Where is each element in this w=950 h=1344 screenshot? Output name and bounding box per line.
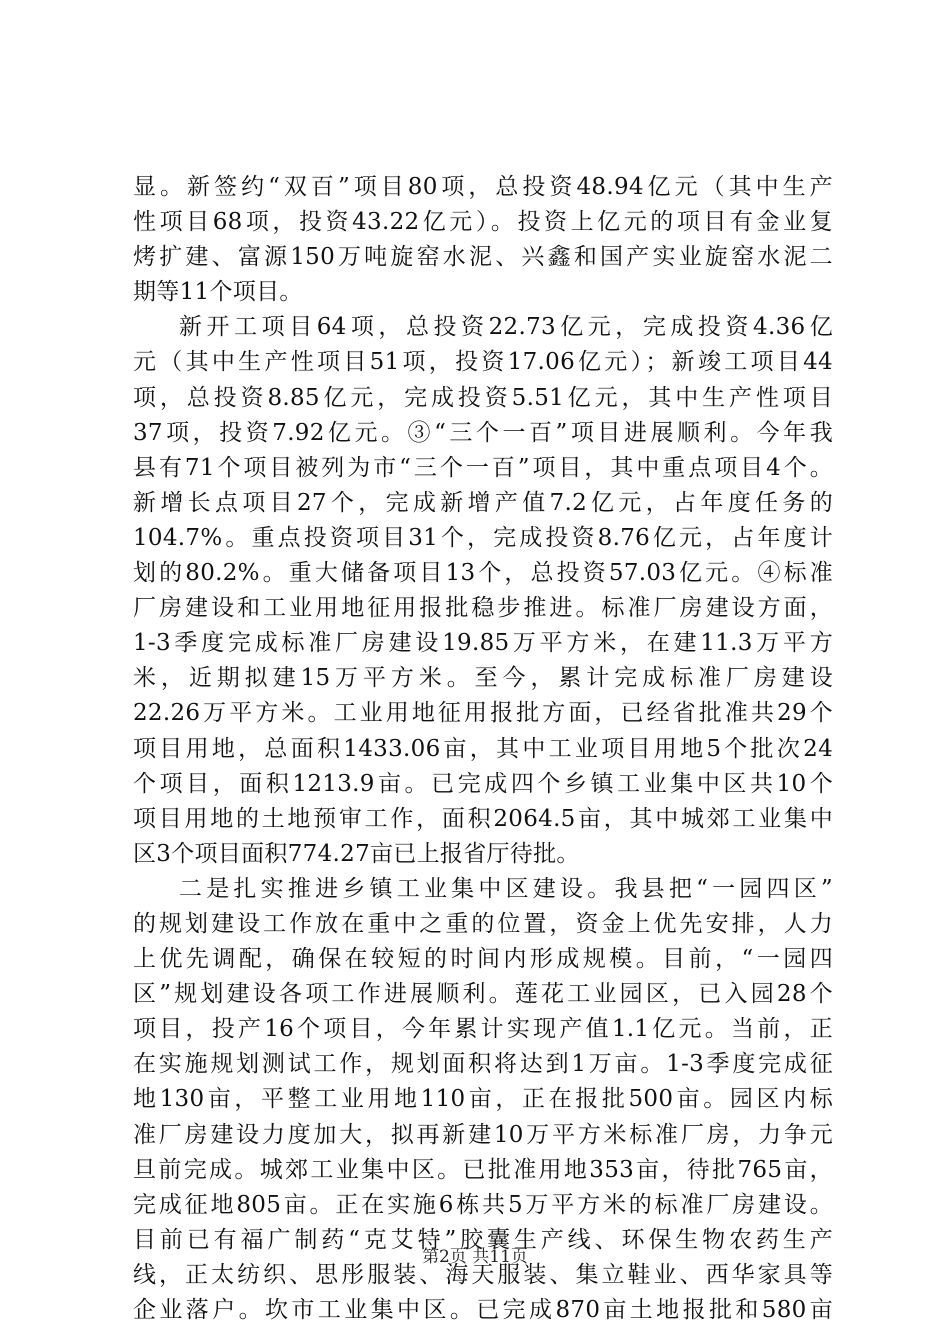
text-line: 新开工项目64项，总投资22.73亿元，完成投资4.36亿: [179, 314, 833, 341]
text-line: 区”规划建设各项工作进展顺利。莲花工业园区，已入园28个: [133, 981, 833, 1008]
text-line: 项，总投资8.85亿元，完成投资5.51亿元，其中生产性项目: [133, 384, 833, 411]
paragraph: [133, 170, 833, 310]
text-line: 划的80.2%。重大储备项目13个，总投资57.03亿元。④标准: [133, 560, 833, 587]
document-body: [133, 170, 833, 1328]
text-line: 期等11个项目。: [133, 279, 303, 306]
text-line: 厂房建设和工业用地征用报批稳步推进。标准厂房建设方面，: [133, 595, 833, 622]
text-line: 米，近期拟建15万平方米。至今，累计完成标准厂房建设: [133, 665, 833, 692]
text-line: 个项目，面积1213.9亩。已完成四个乡镇工业集中区共10个: [133, 770, 833, 797]
page-footer: 第2页 共11页: [422, 1247, 528, 1267]
text-line: 二是扎实推进乡镇工业集中区建设。我县把“一园四区”: [179, 875, 833, 902]
text-line: 完成征地805亩。正在实施6栋共5万平方米的标准厂房建设。: [133, 1191, 833, 1218]
text-line: 显。新签约“双百”项目80项，总投资48.94亿元（其中生产: [133, 174, 833, 200]
text-line: 的规划建设工作放在重中之重的位置，资金上优先安排，人力: [133, 910, 833, 937]
text-line: 项目，投产16个项目，今年累计实现产值1.1亿元。当前，正: [133, 1016, 833, 1043]
text-line: 37项，投资7.92亿元。③“三个一百”项目进展顺利。今年我: [133, 419, 833, 446]
text-line: 区3个项目面积774.27亩已上报省厅待批。: [133, 840, 580, 867]
text-line: 104.7%。重点投资项目31个，完成投资8.76亿元，占年度计: [133, 524, 833, 551]
text-line: 项目用地的土地预审工作，面积2064.5亩，其中城郊工业集中: [133, 805, 833, 832]
text-line: 在实施规划测试工作，规划面积将达到1万亩。1-3季度完成征: [133, 1051, 833, 1078]
text-line: 新增长点项目27个，完成新增产值7.2亿元，占年度任务的: [133, 489, 833, 516]
text-line: 准厂房建设力度加大，拟再新建10万平方米标准厂房，力争元: [133, 1121, 833, 1148]
text-line: 旦前完成。城郊工业集中区。已批准用地353亩，待批765亩，: [133, 1156, 833, 1183]
text-line: 目前已有福广制药“克艾特”胶囊生产线、环保生物农药生产: [133, 1226, 833, 1253]
text-line: 22.26万平方米。工业用地征用报批方面，已经省批准共29个: [133, 700, 833, 727]
text-line: 项目用地，总面积1433.06亩，其中工业项目用地5个批次24: [133, 735, 833, 762]
text-line: 元（其中生产性项目51项，投资17.06亿元）；新竣工项目44: [133, 349, 833, 376]
text-line: 企业落户。坎市工业集中区。已完成870亩土地报批和580亩: [133, 1297, 833, 1323]
text-line: 烤扩建、富源150万吨旋窑水泥、兴鑫和国产实业旋窑水泥二: [133, 244, 833, 271]
text-line: 1-3季度完成标准厂房建设19.85万平方米，在建11.3万平方: [133, 630, 833, 657]
text-line: 地130亩，平整工业用地110亩，正在报批500亩。园区内标: [133, 1086, 833, 1113]
text-line: 上优先调配，确保在较短的时间内形成规模。目前，“一园四: [133, 946, 833, 973]
text-line: 线，正太纺织、思彤服装、海天服装、集立鞋业、西华家具等: [133, 1261, 833, 1288]
text-line: 性项目68项，投资43.22亿元）。投资上亿元的项目有金业复: [133, 209, 833, 236]
text-line: 县有71个项目被列为市“三个一百”项目，其中重点项目4个。: [133, 454, 833, 481]
paragraph: [133, 310, 833, 872]
